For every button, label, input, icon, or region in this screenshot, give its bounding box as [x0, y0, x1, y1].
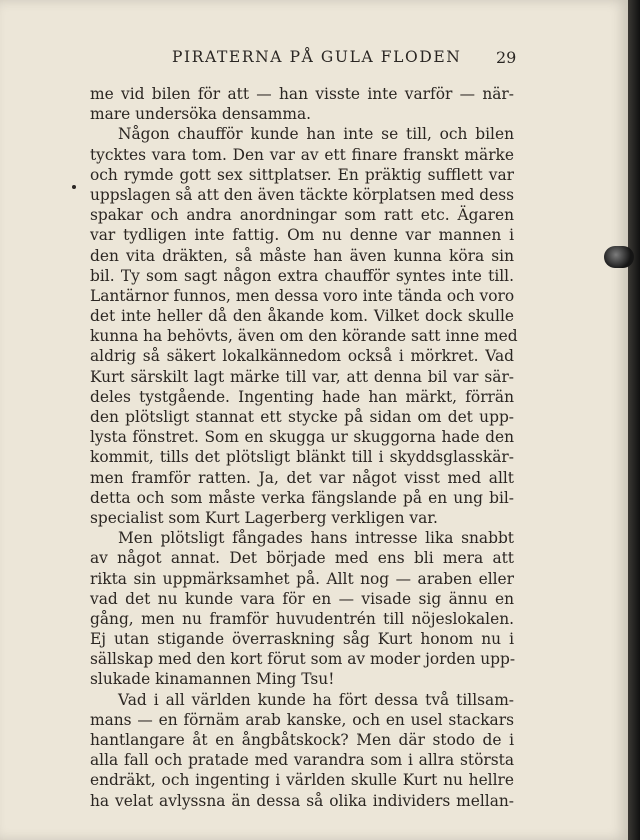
text-line: av något annat. Det började med ens bli mera att [90, 549, 514, 568]
ink-speck [72, 185, 76, 189]
text-line: den vita dräkten, så måste han även kunna köra sin [90, 246, 514, 265]
text-line: lysta fönstret. Som en skugga ur skuggorna hade den [90, 428, 514, 447]
text-line: det inte heller då den åkande kom. Vilket dock skulle [90, 307, 514, 326]
text-line: Kurt särskilt lagt märke till var, att denna bil var sär- [90, 367, 514, 386]
text-line: men framför ratten. Ja, det var något visst med allt [90, 468, 514, 487]
text-line: mans — en förnäm arab kanske, och en usel stackars [90, 710, 514, 729]
text-line: rikta sin uppmärksamhet på. Allt nog — araben eller [90, 569, 514, 588]
text-line: me vid bilen för att — han visste inte varför — när- [90, 85, 514, 103]
text-line: och rymde gott sex sittplatser. En präktig sufflett var [90, 165, 514, 184]
text-line: Lantärnor funnos, men dessa voro inte tända och voro [90, 286, 515, 305]
text-line: Vad i all världen kunde ha fört dessa två tillsam- [118, 690, 514, 709]
text-line: bil. Ty som sagt någon extra chaufför syntes inte till. [90, 266, 514, 285]
text-line: ha velat avlyssna än dessa så olika individers mellan- [90, 791, 514, 810]
text-line: hantlangare åt en ångbåtskock? Men där stodo de i [90, 731, 514, 749]
text-line: gång, men nu framför huvudentrén till nöjeslokalen. [90, 609, 514, 628]
text-line: detta och som måste verka fängslande på en ung bil- [90, 488, 514, 507]
text-line: alla fall och pratade med varandra som i allra största [90, 751, 514, 770]
text-line: kommit, tills det plötsligt blänkt till i skyddsglasskär- [90, 448, 514, 467]
text-line: spakar och andra anordningar som ratt etc. Ägaren [90, 206, 514, 225]
text-line: mare undersöka densamma. [90, 105, 312, 124]
text-line: Någon chaufför kunde han inte se till, och bilen [118, 125, 514, 144]
text-line: Men plötsligt fångades hans intresse lika snabbt [118, 529, 514, 548]
page-number: 29 [496, 48, 517, 67]
text-line: specialist som Kurt Lagerberg verkligen var. [90, 508, 438, 527]
text-line: vad det nu kunde vara för en — visade sig ännu en [90, 589, 514, 608]
text-line: sällskap med den kort förut som av moder jorden upp- [90, 650, 516, 669]
page-header [0, 48, 628, 70]
running-title: PIRATERNA PÅ GULA FLODEN [172, 48, 462, 66]
text-line: uppslagen så att den även täckte körplatsen med dess [90, 185, 514, 204]
binder-clip-icon [604, 246, 634, 268]
text-line: aldrig så säkert lokalkännedom också i mörkret. Vad [90, 347, 514, 366]
page-edge [628, 0, 640, 840]
text-line: var tydligen inte fattig. Om nu denne var mannen i [90, 226, 514, 245]
text-line: slukade kinamannen Ming Tsu! [90, 670, 335, 689]
text-line: deles tystgående. Ingenting hade han märkt, förrän [90, 387, 514, 406]
text-line: endräkt, och ingenting i världen skulle Kurt nu hellre [90, 771, 514, 790]
text-line: Ej utan stigande överraskning såg Kurt honom nu i [90, 630, 514, 649]
text-line: den plötsligt stannat ett stycke på sidan om det upp- [90, 408, 514, 426]
text-line: kunna ha behövts, även om den körande satt inne med [90, 327, 518, 346]
body-text [90, 84, 518, 811]
text-line: tycktes vara tom. Den var av ett finare franskt märke [90, 145, 514, 164]
